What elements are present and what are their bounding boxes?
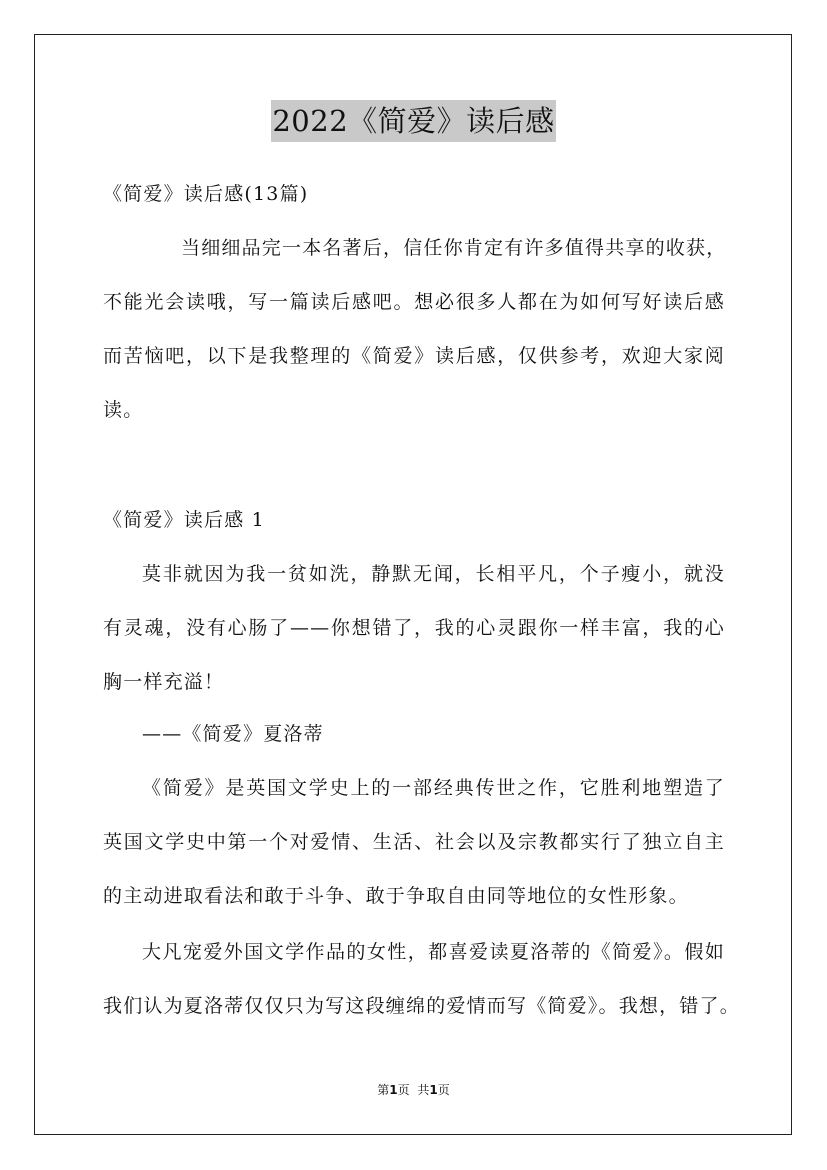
subtitle: 《简爱》读后感(13篇) [103,183,309,205]
footer-page-number: 1 [389,1083,398,1097]
quote-attribution: ——《简爱》夏洛蒂 [142,723,324,745]
paragraph-2-line-1: 大凡宠爱外国文学作品的女性，都喜爱读夏洛蒂的《简爱》。假如 [142,941,725,963]
footer-page-prefix: 第 [377,1083,390,1097]
paragraph-1-line-1: 《简爱》是英国文学史上的一部经典传世之作，它胜利地塑造了 [142,777,725,799]
intro-line-3: 而苦恼吧，以下是我整理的《简爱》读后感，仅供参考，欢迎大家阅 [103,345,725,367]
document-title [0,100,827,142]
paragraph-1-line-3: 的主动进取看法和敢于斗争、敢于争取自由同等地位的女性形象。 [103,885,689,907]
quote-line-1: 莫非就因为我一贫如洗，静默无闻，长相平凡，个子瘦小，就没 [142,563,725,585]
paragraph-1-line-2: 英国文学史中第一个对爱情、生活、社会以及宗教都实行了独立自主 [103,831,725,853]
quote-line-3: 胸一样充溢！ [103,671,225,693]
footer-page-suffix: 页 [397,1083,410,1097]
section-heading: 《简爱》读后感 1 [103,509,265,531]
intro-line-4: 读。 [103,399,144,421]
document-title-text: 2022《简爱》读后感 [271,100,555,142]
quote-line-2: 有灵魂，没有心肠了——你想错了，我的心灵跟你一样丰富，我的心 [103,617,725,639]
intro-line-1: 当细细品完一本名著后，信任你肯定有许多值得共享的收获， [181,237,727,259]
page-footer [0,1082,827,1098]
footer-total-prefix: 共 [417,1083,430,1097]
paragraph-2-line-2: 我们认为夏洛蒂仅仅只为写这段缠绵的爱情而写《简爱》。我想，错了。 [103,995,740,1017]
intro-line-2: 不能光会读哦，写一篇读后感吧。想必很多人都在为如何写好读后感 [103,291,725,313]
footer-total-number: 1 [429,1083,438,1097]
footer-total-suffix: 页 [437,1083,450,1097]
